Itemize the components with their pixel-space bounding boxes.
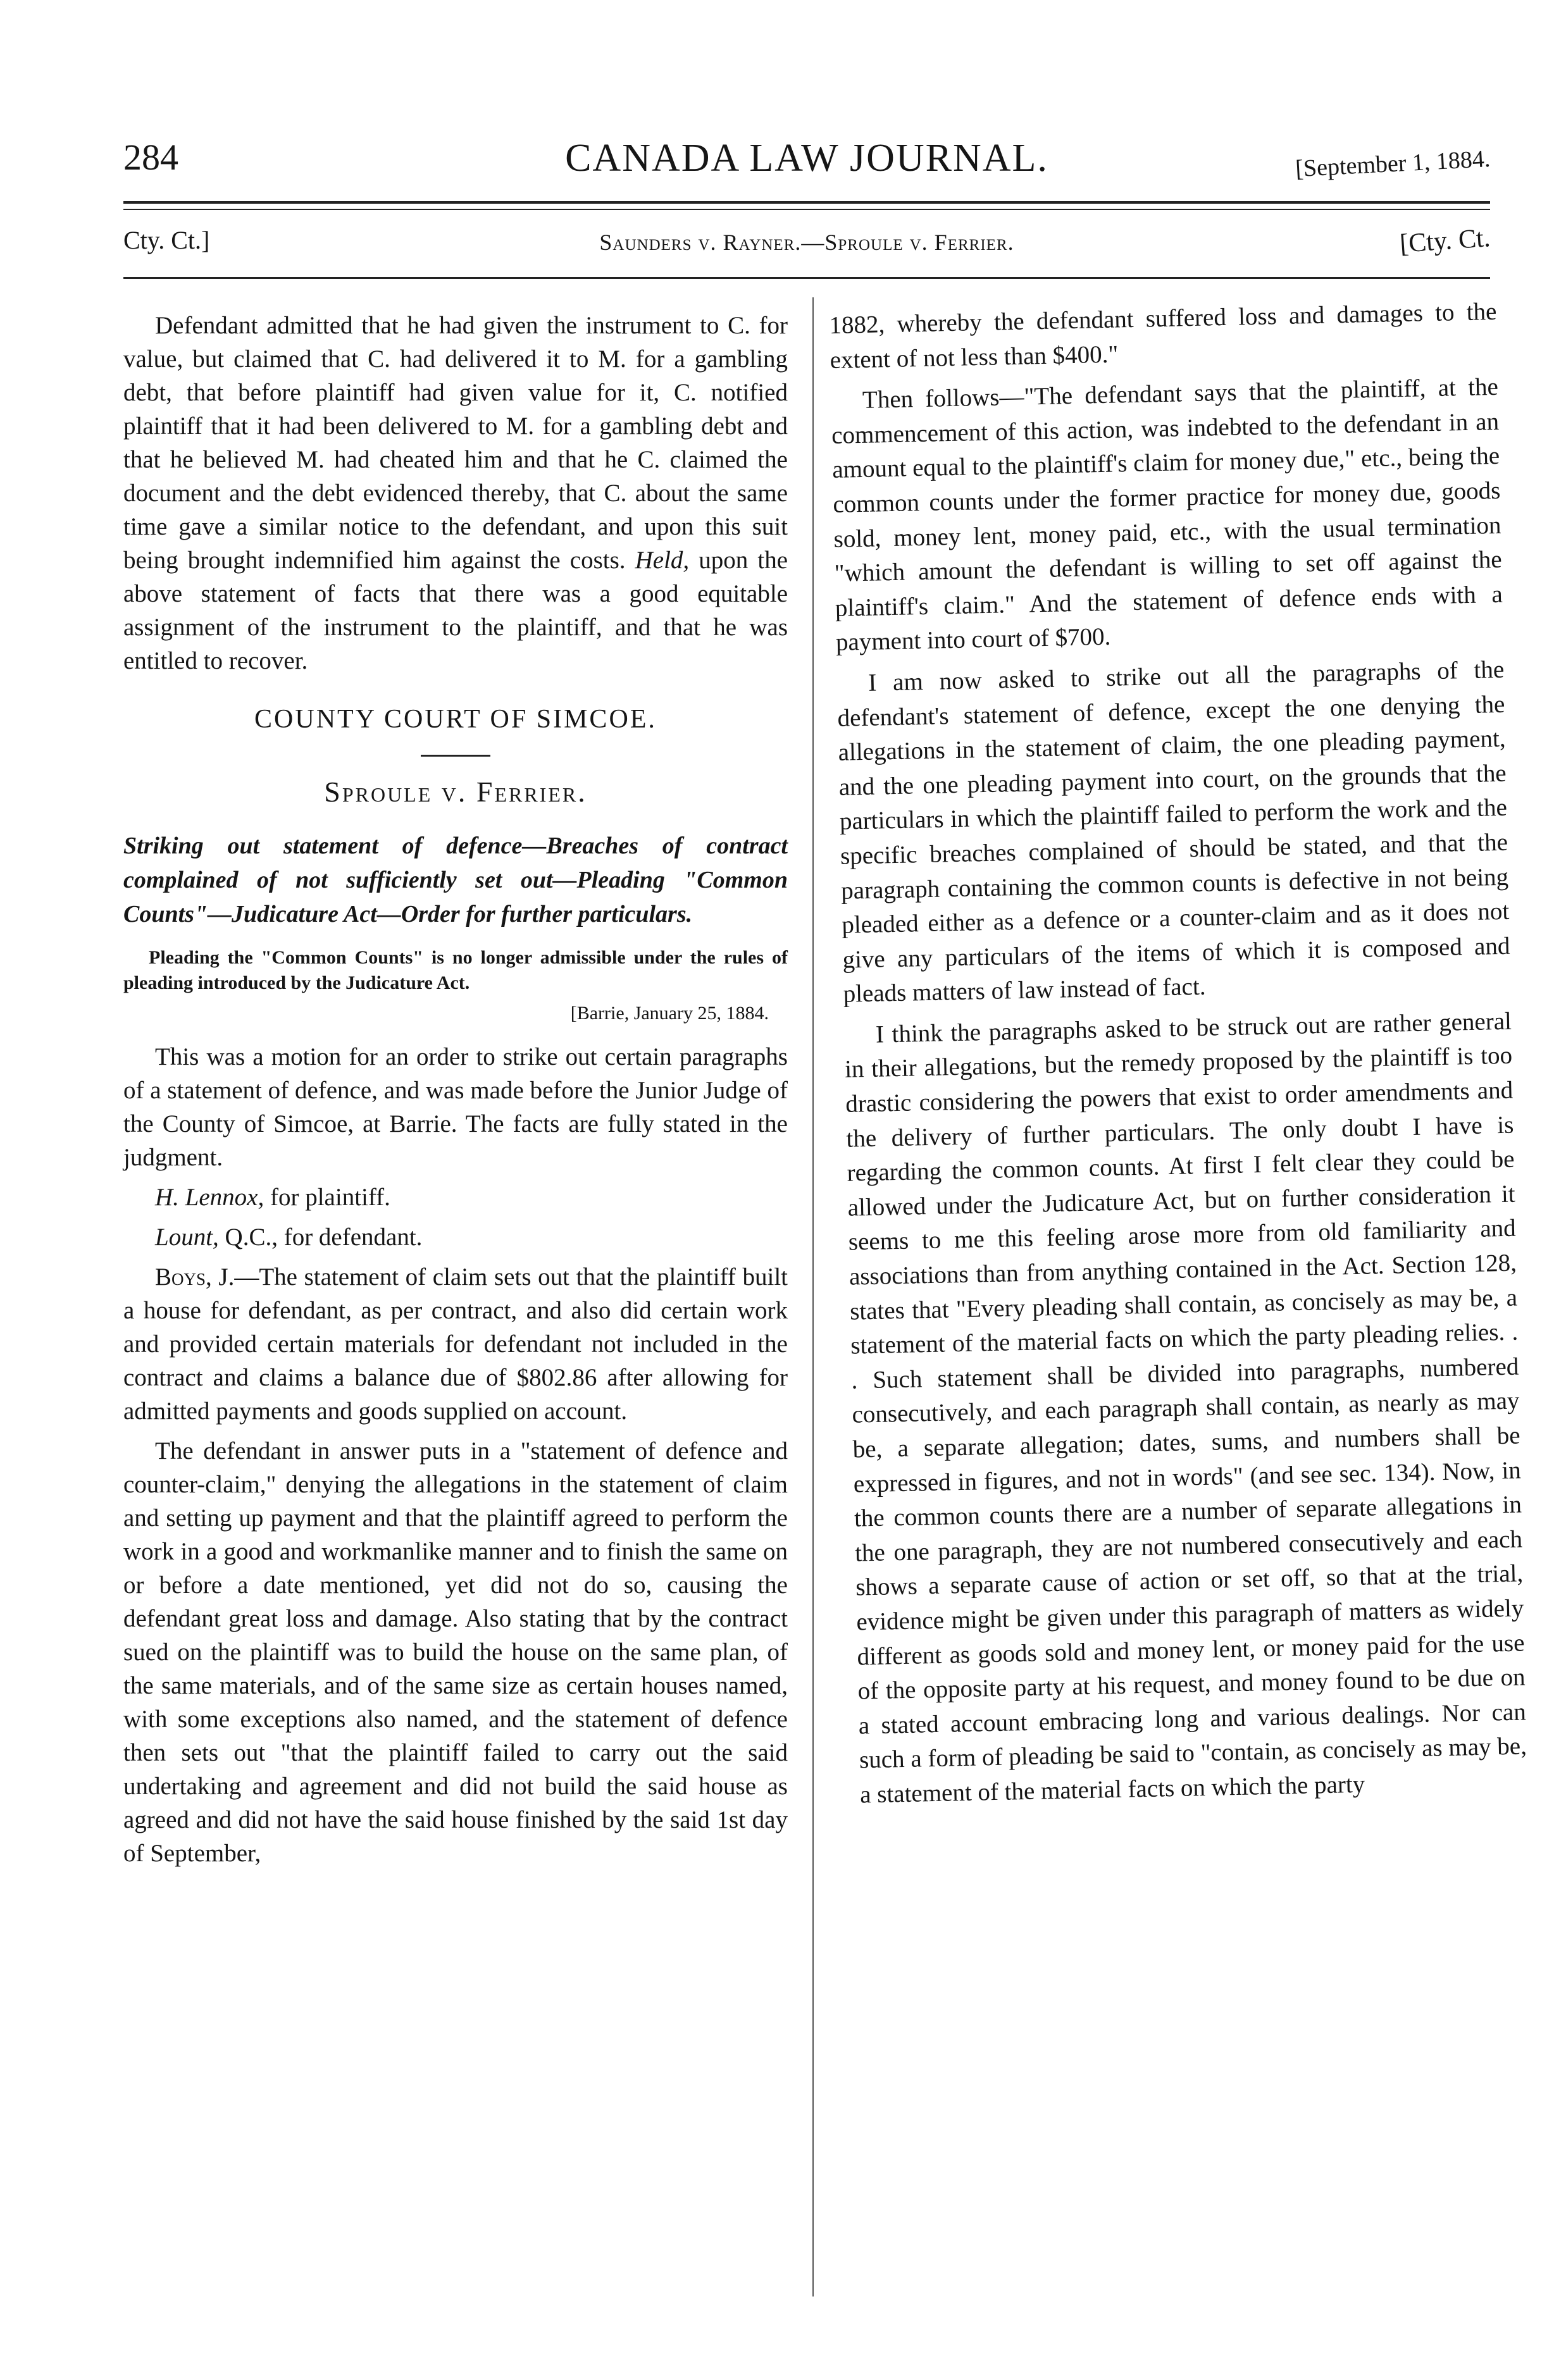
header-rule-thin <box>123 209 1490 210</box>
counsel-line <box>123 1220 788 1254</box>
header-rule <box>123 201 1490 204</box>
held-label: Held, <box>635 547 690 574</box>
column-divider <box>812 297 814 2296</box>
journal-title: CANADA LAW JOURNAL. <box>565 137 1048 180</box>
paragraph: I am now asked to strike out all the paragraphs of the defendant's statement of defence, except the one denying the allegations in the statement of claim, the one pleading payment, and the one pleading payment into court, on the grounds that the particulars in which the plaintiff failed to perform the work and the specific breaches complained of should be stated, and that the paragraph containing the common counts is defective in not being pleaded either as a defence or a counter-claim and as it does not give any particulars of the items of which it is composed and pleads matters of law instead of fact. <box>837 655 1510 1008</box>
short-rule <box>421 755 490 757</box>
counsel-role: for plaintiff. <box>270 1184 390 1211</box>
paragraph: 1882, whereby the defendant suffered loss and damages to the extent of not less than $400." <box>829 297 1497 374</box>
page-number: 284 <box>123 137 178 178</box>
paragraph-text: Defendant admitted that he had given the instrument to C. for value, but claimed that C. had delivered it to M. for a gambling debt, that before plaintiff had given value for it, C. notified plaintiff that it had been delivered to M. for a gambling debt and that he believed M. had cheated him and that he C. claimed the document and the debt evidenced thereby, that C. about the same time gave a similar notice to the defendant, and upon this suit being brought indemnified him against the costs. <box>123 312 788 574</box>
issue-date: [September 1, 1884. <box>1295 146 1491 183</box>
paragraph-text: upon the above statement of facts that there was a good equitable assignment of the instrument to the plaintiff, and that he was entitled to recover. <box>123 547 788 674</box>
counsel-role: Q.C., for defendant. <box>225 1224 423 1251</box>
paragraph <box>123 1260 788 1428</box>
right-column-text <box>829 295 1528 1813</box>
case-heading: Sproule v. Ferrier. <box>324 776 587 808</box>
headnote: Striking out statement of defence—Breaches of contract complained of not sufficiently set out—Pleading "Common Counts"—Judicature Act—Order for further particulars. <box>123 833 788 927</box>
sub-header-rule <box>123 277 1490 279</box>
paragraph: I think the paragraphs asked to be struck out are rather general in their allegations, but the remedy proposed by the plaintiff is too drastic considering the powers that exist to order amendments and the delivery of further particulars. The only doubt I have is regarding the common counts. At first I felt clear they could be allowed under the Judicature Act, but on further consideration it seems to me this feeling arose more from old familiarity and associations than from anything contained in the Act. Section 128, states that "Every pleading shall contain, as concisely as may be, a statement of the material facts on which the party pleading relies. . . Such statement shall be divided into paragraphs, numbered consecutively, and each paragraph shall contain, as nearly as may be, a separate allegation; dates, sums, and numbers shall be expressed in figures, and not in words" (and see sec. 134). Now, in the common counts there are a number of separate allegations in the one paragraph, they are not numbered consecutively and each shows a separate cause of action or set off, so that at the trial, evidence might be given under this paragraph of matters as widely different as goods sold and money lent, or money paid for the use of the opposite party at his request, and money found to be due on a stated account embracing long and various dealings. Nor can such a form of pleading be said to "contain, as concisely as may be, a statement of the material facts on which the party <box>844 1007 1527 1809</box>
judge-name: Boys, J. <box>155 1263 235 1291</box>
sub-header <box>123 225 1490 263</box>
running-head <box>123 136 1490 193</box>
counsel-name: Lount, <box>155 1224 219 1251</box>
paragraph: The defendant in answer puts in a "statement of defence and counter-claim," denying the allegations in the statement of claim and setting up payment and that the plaintiff agreed to perform the work in a good and workmanlike manner and to finish the same on or before a date mentioned, yet did not do so, causing the defendant great loss and damage. Also stating that by the contract sued on the plaintiff was to build the house on the same plan, of the same materials, and of the same size as certain houses named, with some exceptions also named, and the statement of defence then sets out "that the plaintiff failed to carry out the said undertaking and agreement and did not build the said house as agreed and did not have the said house finished by the said 1st day of September, <box>123 1437 788 1867</box>
paragraph-text: —The statement of claim sets out that the plaintiff built a house for defendant, as per contract, and also did certain work and provided certain materials for defendant not included in the contract and claims a balance due of $802.86 after allowing for admitted payments and goods supplied on account. <box>123 1263 788 1425</box>
paragraph <box>123 309 788 678</box>
court-label-right: [Cty. Ct. <box>1398 223 1491 259</box>
case-titles: Saunders v. Rayner.—Sproule v. Ferrier. <box>599 230 1014 255</box>
left-column <box>123 309 788 1876</box>
case-summary: Pleading the "Common Counts" is no longer admissible under the rules of pleading introduced by the Judicature Act. <box>123 947 788 993</box>
right-column <box>829 297 1527 1819</box>
court-label-left: Cty. Ct.] <box>123 226 210 254</box>
counsel-line <box>123 1181 788 1214</box>
paragraph: This was a motion for an order to strike out certain paragraphs of a statement of defence, and was made before the Junior Judge of the County of Simcoe, at Barrie. The facts are fully stated in the judgment. <box>123 1043 788 1171</box>
paragraph: Then follows—"The defendant says that the plaintiff, at the commencement of this action, was indebted to the defendant in an amount equal to the plaintiff's claim for money due," etc., being the common counts under the former practice for money due, goods sold, money lent, money paid, etc., with the usual termination "which amount the defendant is willing to set off against the plaintiff's claim." And the statement of defence ends with a payment into court of $700. <box>831 373 1503 657</box>
dateline: [Barrie, January 25, 1884. <box>570 1003 769 1024</box>
counsel-name: H. Lennox, <box>155 1184 264 1211</box>
court-heading: COUNTY COURT OF SIMCOE. <box>254 705 657 734</box>
